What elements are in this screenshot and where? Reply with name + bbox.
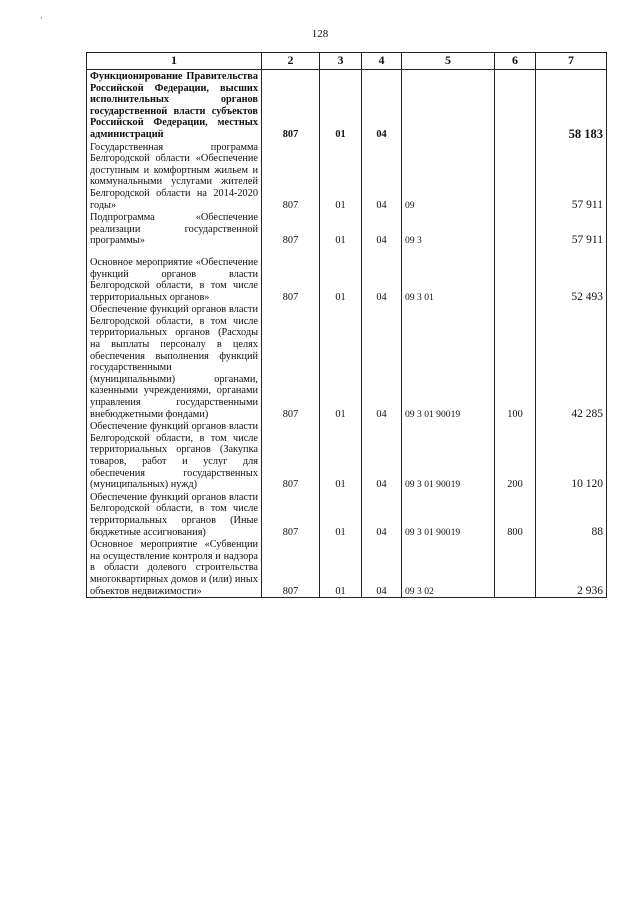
row-name: Подпрограмма «Обеспечение реализации государственной программы»	[87, 211, 262, 247]
table-row	[87, 211, 607, 247]
row-target-code: 09 3	[402, 211, 495, 247]
row-grbs: 807	[262, 491, 320, 538]
row-subsection: 04	[362, 70, 402, 141]
row-target-code: 09 3 01 90019	[402, 491, 495, 538]
row-grbs: 807	[262, 211, 320, 247]
row-expense-type	[495, 70, 536, 141]
row-target-code: 09 3 02	[402, 538, 495, 597]
row-grbs: 807	[262, 538, 320, 597]
row-name: Основное мероприятие «Обеспечение функций органов власти Белгородской области, в том числе территориальных органов»	[87, 247, 262, 303]
row-amount: 10 120	[536, 420, 607, 491]
row-amount: 2 936	[536, 538, 607, 597]
header-col-4: 4	[362, 53, 402, 70]
row-subsection: 04	[362, 247, 402, 303]
row-section: 01	[320, 538, 362, 597]
table-row	[87, 141, 607, 212]
row-subsection: 04	[362, 211, 402, 247]
row-amount: 52 493	[536, 247, 607, 303]
row-expense-type: 100	[495, 303, 536, 420]
header-col-2: 2	[262, 53, 320, 70]
row-amount: 88	[536, 491, 607, 538]
row-target-code: 09 3 01 90019	[402, 303, 495, 420]
row-target-code: 09	[402, 141, 495, 212]
row-grbs: 807	[262, 247, 320, 303]
row-amount: 57 911	[536, 141, 607, 212]
table-row	[87, 491, 607, 538]
row-expense-type: 800	[495, 491, 536, 538]
header-col-3: 3	[320, 53, 362, 70]
row-section: 01	[320, 211, 362, 247]
row-amount: 57 911	[536, 211, 607, 247]
header-col-7: 7	[536, 53, 607, 70]
row-name: Обеспечение функций органов власти Белгородской области, в том числе территориальных органов (Закупка товаров, работ и услуг для обеспечения государственных (муниципальных) нужд)	[87, 420, 262, 491]
header-col-1: 1	[87, 53, 262, 70]
row-expense-type: 200	[495, 420, 536, 491]
row-name: Обеспечение функций органов власти Белгородской области, в том числе территориальных органов (Расходы на выплаты персоналу в целях обеспечения выполнения функций государственными (муниципальными) органами, казенными учреждениями, органами управления государственными внебюджетными фондами)	[87, 303, 262, 420]
row-grbs: 807	[262, 420, 320, 491]
table-row	[87, 420, 607, 491]
row-subsection: 04	[362, 420, 402, 491]
row-name: Основное мероприятие «Субвенции на осуществление контроля и надзора в области долевого строительства многоквартирных домов и (или) иных объектов недвижимости»	[87, 538, 262, 597]
row-grbs: 807	[262, 70, 320, 141]
row-section: 01	[320, 303, 362, 420]
budget-table	[86, 52, 607, 598]
header-col-5: 5	[402, 53, 495, 70]
row-section: 01	[320, 141, 362, 212]
row-amount: 42 285	[536, 303, 607, 420]
header-col-6: 6	[495, 53, 536, 70]
row-grbs: 807	[262, 303, 320, 420]
row-section: 01	[320, 247, 362, 303]
row-target-code	[402, 70, 495, 141]
row-name: Обеспечение функций органов власти Белгородской области, в том числе территориальных органов (Иные бюджетные ассигнования)	[87, 491, 262, 538]
row-name: Государственная программа Белгородской области «Обеспечение доступным и комфортным жильем и коммунальными услугами жителей Белгородской области на 2014-2020 годы»	[87, 141, 262, 212]
table-row	[87, 70, 607, 141]
row-subsection: 04	[362, 141, 402, 212]
table-row	[87, 538, 607, 597]
row-expense-type	[495, 538, 536, 597]
row-expense-type	[495, 247, 536, 303]
row-target-code: 09 3 01 90019	[402, 420, 495, 491]
page-number: 128	[311, 28, 329, 40]
row-expense-type	[495, 141, 536, 212]
header-row	[87, 53, 607, 70]
table-row	[87, 303, 607, 420]
row-subsection: 04	[362, 491, 402, 538]
row-subsection: 04	[362, 538, 402, 597]
row-section: 01	[320, 70, 362, 141]
row-target-code: 09 3 01	[402, 247, 495, 303]
row-section: 01	[320, 420, 362, 491]
row-name: Функционирование Правительства Российской Федерации, высших исполнительных органов государственной власти субъектов Российской Федерации, местных администраций	[87, 70, 262, 141]
row-expense-type	[495, 211, 536, 247]
row-section: 01	[320, 491, 362, 538]
row-grbs: 807	[262, 141, 320, 212]
row-amount: 58 183	[536, 70, 607, 141]
corner-mark: ·	[40, 14, 43, 23]
row-subsection: 04	[362, 303, 402, 420]
table-row	[87, 247, 607, 303]
